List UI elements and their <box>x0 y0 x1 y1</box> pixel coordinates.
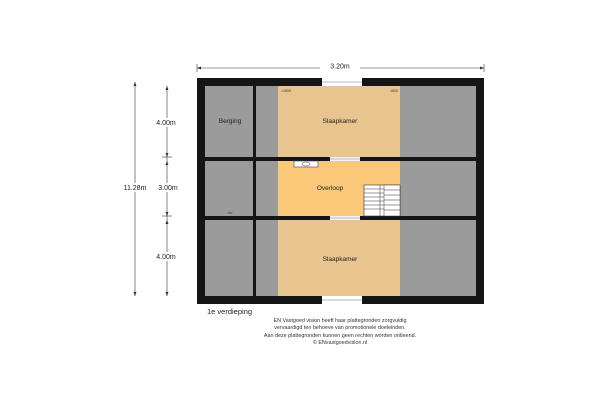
dimension-width-label: 3.20m <box>330 63 350 71</box>
tag-mv: mv <box>227 211 233 215</box>
dimension-total-vertical <box>120 82 150 296</box>
disclaimer-line: EN Vastgoed vision heeft haar plattegronden zorgvuldig <box>273 318 407 324</box>
disclaimer <box>190 318 490 347</box>
slope-zone-left <box>205 86 278 296</box>
tag-top-right: 1500 <box>390 89 398 93</box>
dimension-height-top-label: 4.00m <box>156 120 176 127</box>
interior-wall-berging <box>253 86 256 296</box>
dimension-width-top <box>197 61 484 72</box>
room-label-berging: Berging <box>218 118 242 125</box>
dimension-height-middle-label: 3.00m <box>158 185 178 192</box>
floor-label: 1e verdieping <box>207 307 253 316</box>
disclaimer-line: © ENvastgoedvision.nl <box>312 339 368 346</box>
dimension-height-bottom-label: 4.00m <box>156 254 176 261</box>
washbasin-icon <box>294 161 318 167</box>
room-label-slaapkamer-top: Slaapkamer <box>322 118 358 125</box>
tag-top-left: ≈1500 <box>281 89 291 93</box>
staircase <box>364 185 400 216</box>
disclaimer-line: vervaardigd ten behoeve van promotionele doeleinden. <box>274 325 406 332</box>
dimension-rooms-vertical <box>150 86 182 296</box>
disclaimer-line: Aan deze plattegronden kunnen geen rechten worden ontleend. <box>263 332 417 339</box>
room-label-overloop: Overloop <box>316 185 344 192</box>
room-label-slaapkamer-bottom: Slaapkamer <box>322 256 358 263</box>
slope-zone-right <box>400 86 476 296</box>
dimension-total-height-label: 11.28m <box>123 185 147 192</box>
